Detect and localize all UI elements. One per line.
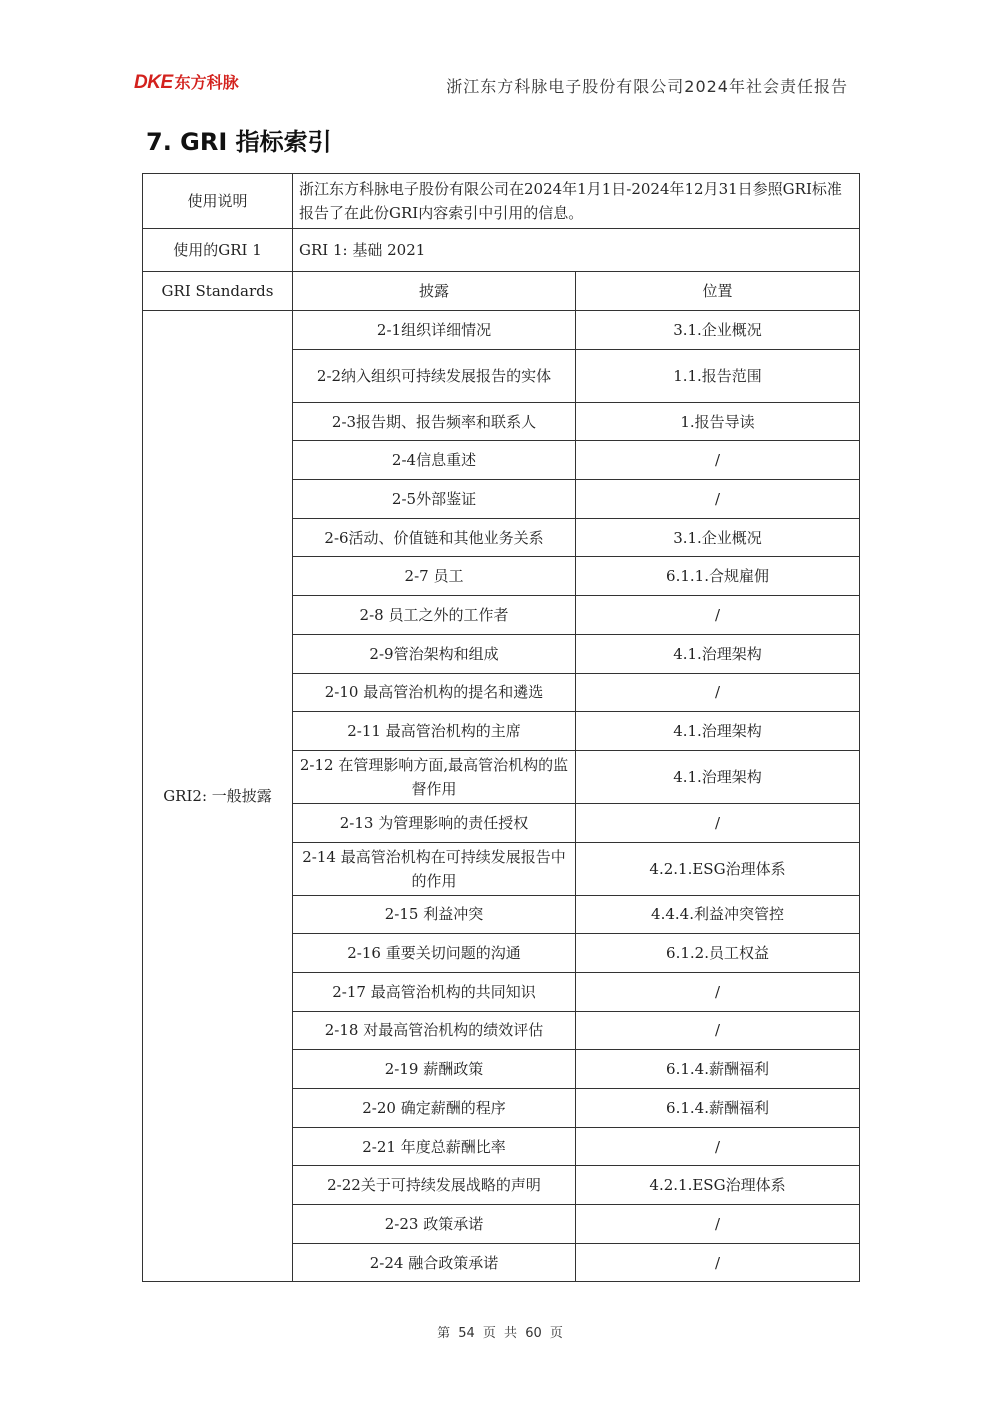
- location-cell: 1.1.报告范围: [576, 349, 860, 402]
- location-cell: 6.1.4.薪酬福利: [576, 1050, 860, 1089]
- logo-chinese: 东方科脉: [174, 73, 239, 92]
- disclosure-cell: 2-24 融合政策承诺: [293, 1243, 576, 1282]
- location-cell: 4.1.治理架构: [576, 712, 860, 751]
- location-cell: /: [576, 1127, 860, 1166]
- col-header-standards: GRI Standards: [143, 272, 293, 311]
- company-logo: [134, 70, 239, 94]
- footer-prefix: 第: [437, 1326, 451, 1341]
- disclosure-cell: 2-3报告期、报告频率和联系人: [293, 402, 576, 441]
- location-cell: 4.4.4.利益冲突管控: [576, 895, 860, 934]
- disclosure-cell: 2-8 员工之外的工作者: [293, 596, 576, 635]
- location-cell: 3.1.企业概况: [576, 518, 860, 557]
- location-cell: 4.1.治理架构: [576, 634, 860, 673]
- disclosure-cell: 2-16 重要关切问题的沟通: [293, 934, 576, 973]
- table-row: [143, 311, 860, 350]
- footer-suffix: 页: [549, 1326, 563, 1341]
- col-header-disclosure: 披露: [293, 272, 576, 311]
- usage-row: [143, 174, 860, 229]
- usage-label: 使用说明: [143, 174, 293, 229]
- location-cell: /: [576, 441, 860, 480]
- location-cell: 6.1.1.合规雇佣: [576, 557, 860, 596]
- location-cell: /: [576, 803, 860, 842]
- disclosure-cell: 2-15 利益冲突: [293, 895, 576, 934]
- location-cell: /: [576, 596, 860, 635]
- location-cell: /: [576, 673, 860, 712]
- disclosure-cell: 2-19 薪酬政策: [293, 1050, 576, 1089]
- disclosure-cell: 2-4信息重述: [293, 441, 576, 480]
- disclosure-cell: 2-1组织详细情况: [293, 311, 576, 350]
- page-header: [0, 0, 1000, 110]
- disclosure-cell: 2-2纳入组织可持续发展报告的实体: [293, 349, 576, 402]
- disclosure-cell: 2-23 政策承诺: [293, 1205, 576, 1244]
- location-cell: /: [576, 480, 860, 519]
- report-title: 浙江东方科脉电子股份有限公司2024年社会责任报告: [446, 77, 848, 96]
- location-cell: 4.1.治理架构: [576, 750, 860, 803]
- location-cell: 1.报告导读: [576, 402, 860, 441]
- col-header-location: 位置: [576, 272, 860, 311]
- disclosure-cell: 2-14 最高管治机构在可持续发展报告中的作用: [293, 842, 576, 895]
- footer-mid: 页 共: [482, 1326, 518, 1341]
- location-cell: /: [576, 1243, 860, 1282]
- column-header-row: [143, 272, 860, 311]
- location-cell: 3.1.企业概况: [576, 311, 860, 350]
- gri-index-table: [142, 173, 860, 1282]
- disclosure-cell: 2-22关于可持续发展战略的声明: [293, 1166, 576, 1205]
- disclosure-cell: 2-18 对最高管治机构的绩效评估: [293, 1011, 576, 1050]
- location-cell: /: [576, 1011, 860, 1050]
- disclosure-cell: 2-5外部鉴证: [293, 480, 576, 519]
- location-cell: 6.1.4.薪酬福利: [576, 1089, 860, 1128]
- section-title: 7. GRI 指标索引: [146, 128, 332, 156]
- gri1-row: [143, 229, 860, 272]
- page-total: 60: [525, 1326, 542, 1341]
- location-cell: 6.1.2.员工权益: [576, 934, 860, 973]
- page-footer: [0, 1322, 1000, 1341]
- disclosure-cell: 2-21 年度总薪酬比率: [293, 1127, 576, 1166]
- gri1-label: 使用的GRI 1: [143, 229, 293, 272]
- disclosure-cell: 2-11 最高管治机构的主席: [293, 712, 576, 751]
- location-cell: 4.2.1.ESG治理体系: [576, 1166, 860, 1205]
- disclosure-cell: 2-12 在管理影响方面,最高管治机构的监督作用: [293, 750, 576, 803]
- usage-text: 浙江东方科脉电子股份有限公司在2024年1月1日-2024年12月31日参照GRI标准报告了在此份GRI内容索引中引用的信息。: [293, 174, 860, 229]
- disclosure-cell: 2-10 最高管治机构的提名和遴选: [293, 673, 576, 712]
- disclosure-cell: 2-17 最高管治机构的共同知识: [293, 972, 576, 1011]
- disclosure-cell: 2-20 确定薪酬的程序: [293, 1089, 576, 1128]
- group-label: GRI2: 一般披露: [143, 311, 293, 1282]
- location-cell: /: [576, 972, 860, 1011]
- location-cell: 4.2.1.ESG治理体系: [576, 842, 860, 895]
- disclosure-cell: 2-9管治架构和组成: [293, 634, 576, 673]
- location-cell: /: [576, 1205, 860, 1244]
- gri1-value: GRI 1: 基础 2021: [293, 229, 860, 272]
- disclosure-cell: 2-7 员工: [293, 557, 576, 596]
- disclosure-cell: 2-13 为管理影响的责任授权: [293, 803, 576, 842]
- disclosure-cell: 2-6活动、价值链和其他业务关系: [293, 518, 576, 557]
- page-number: 54: [458, 1326, 475, 1341]
- logo-latin: DKE: [134, 72, 173, 93]
